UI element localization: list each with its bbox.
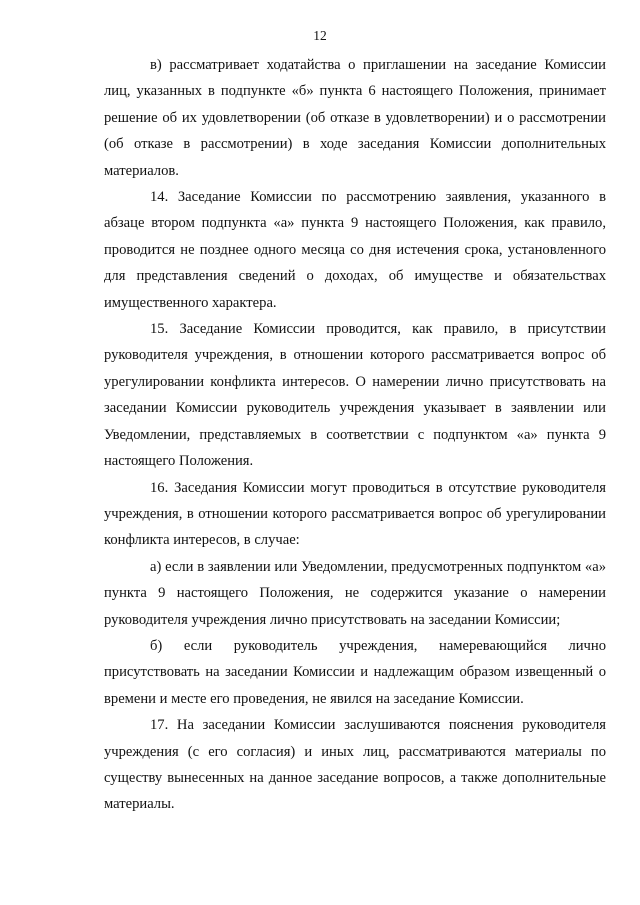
- paragraph-16-a: а) если в заявлении или Уведомлении, предусмотренных подпунктом «а» пункта 9 настоящего Положения, не содержится указание о намерении руководителя учреждения лично присутствовать на заседании Комиссии;: [104, 558, 606, 628]
- paragraph-15: 15. Заседание Комиссии проводится, как правило, в присутствии руководителя учреждения, в отношении которого рассматривается вопрос об урегулировании конфликта интересов. О намерении лично присутствовать на заседании Комиссии руководитель учреждения указывает в заявлении или Уведомлении, представляемых в соответствии с подпунктом «а» пункта 9 настоящего Положения.: [104, 321, 606, 470]
- paragraph-17: 17. На заседании Комиссии заслушиваются пояснения руководителя учреждения (с его согласия) и иных лиц, рассматриваются материалы по существу вынесенных на данное заседание вопросов, а также дополнительные материалы.: [104, 717, 606, 813]
- paragraph-16-b: б) если руководитель учреждения, намеревающийся лично присутствовать на заседании Комиссии и надлежащим образом извещенный о времени и месте его проведения, не явился на заседание Комиссии.: [104, 637, 606, 707]
- paragraph-16: 16. Заседания Комиссии могут проводиться в отсутствие руководителя учреждения, в отношении которого рассматривается вопрос об урегулировании конфликта интересов, в случае:: [104, 479, 606, 549]
- paragraph-v-petitions: в) рассматривает ходатайства о приглашении на заседание Комиссии лиц, указанных в подпункте «б» пункта 6 настоящего Положения, принимает решение об их удовлетворении (об отказе в удовлетворении) и о рассмотрении (об отказе в рассмотрении) в ходе заседания Комиссии дополнительных материалов.: [104, 57, 606, 179]
- paragraph-14: 14. Заседание Комиссии по рассмотрению заявления, указанного в абзаце втором подпункта «а» пункта 9 настоящего Положения, как правило, проводится не позднее одного месяца со дня истечения срока, установленного для представления сведений о доходах, об имуществе и обязательствах имущественного характера.: [104, 189, 606, 311]
- document-body: [104, 52, 606, 818]
- page-number: 12: [313, 28, 327, 43]
